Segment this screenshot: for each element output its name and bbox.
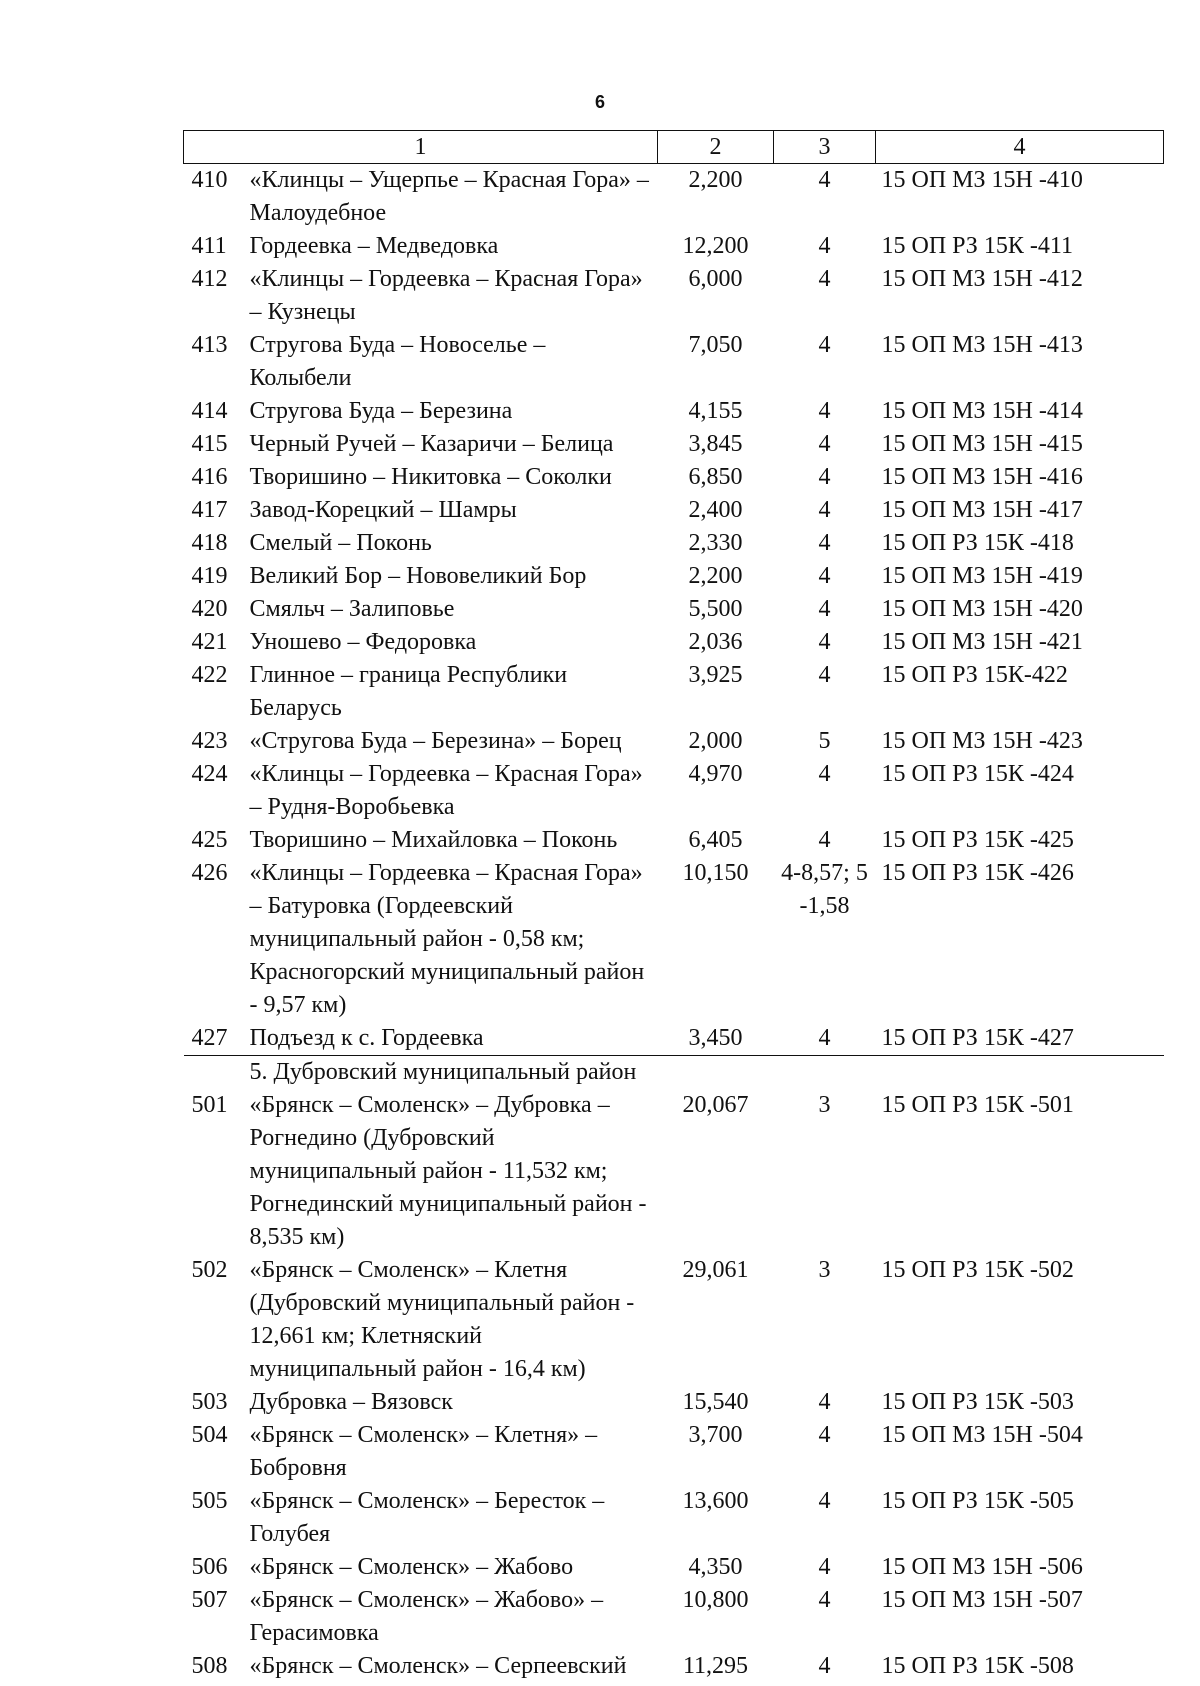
table-row xyxy=(184,725,1164,758)
row-number xyxy=(184,1056,250,1090)
road-code: 15 ОП МЗ 15Н -423 xyxy=(881,728,1083,754)
road-category: 4 xyxy=(818,629,831,655)
road-name: Великий Бор – Нововеликий Бор xyxy=(249,563,587,589)
row-number: 425 xyxy=(191,827,228,853)
road-length: 5,500 xyxy=(688,596,743,622)
road-length: 15,540 xyxy=(682,1389,749,1415)
road-code: 15 ОП РЗ 15К-422 xyxy=(881,662,1068,688)
road-category: 4 xyxy=(818,563,831,589)
road-length: 2,400 xyxy=(688,497,743,523)
road-category: 4 xyxy=(818,1488,831,1514)
row-number: 426 xyxy=(191,860,228,886)
road-name: Гордеевка – Медведовка xyxy=(249,233,499,259)
road-length xyxy=(658,1056,774,1090)
table-row xyxy=(184,1551,1164,1584)
row-number: 504 xyxy=(191,1422,228,1448)
table-row xyxy=(184,626,1164,659)
road-name: «Клинцы – Гордеевка – Красная Гора» – Батуровка (Гордеевский муниципальный район - 0,58 км; Красногорский муниципальный район - 9,57 км) xyxy=(249,860,645,1018)
road-name: Подъезд к с. Гордеевка xyxy=(250,1022,658,1056)
road-length: 2,330 xyxy=(688,530,743,556)
road-length: 3,925 xyxy=(688,662,743,688)
table-row xyxy=(184,758,1164,824)
row-number: 508 xyxy=(191,1653,228,1679)
road-name: Творишино – Михайловка – Поконь xyxy=(249,827,618,853)
road-category: 4 xyxy=(818,431,831,457)
road-code: 15 ОП РЗ 15К -501 xyxy=(881,1092,1074,1118)
road-code: 15 ОП РЗ 15К -508 xyxy=(881,1653,1074,1679)
road-code: 15 ОП МЗ 15Н -413 xyxy=(881,332,1083,358)
road-name: Смелый – Поконь xyxy=(249,530,432,556)
road-code: 15 ОП РЗ 15К -418 xyxy=(881,530,1074,556)
table-row xyxy=(184,1650,1164,1683)
road-category xyxy=(774,1056,876,1090)
road-name: Творишино – Никитовка – Соколки xyxy=(249,464,612,490)
road-category: 4 xyxy=(818,662,831,688)
road-category: 4 xyxy=(818,1587,831,1613)
road-category: 4 xyxy=(818,1389,831,1415)
road-category: 4 xyxy=(818,233,831,259)
table-body xyxy=(184,164,1164,1684)
road-category: 4 xyxy=(818,464,831,490)
road-name: Уношево – Федоровка xyxy=(249,629,477,655)
road-name: 5. Дубровский муниципальный район xyxy=(249,1059,637,1085)
table-header xyxy=(184,131,1164,164)
road-name: «Клинцы – Гордеевка – Красная Гора» – Кузнецы xyxy=(249,266,643,325)
table-row xyxy=(184,1089,1164,1254)
road-length: 10,150 xyxy=(682,860,749,886)
road-length: 2,000 xyxy=(688,728,743,754)
road-code: 15 ОП РЗ 15К -502 xyxy=(881,1257,1074,1283)
road-length: 6,405 xyxy=(688,827,743,853)
header-col-1: 1 xyxy=(184,131,658,164)
header-col-2: 2 xyxy=(658,131,774,164)
table-row xyxy=(184,527,1164,560)
table-row xyxy=(184,1584,1164,1650)
road-category: 3 xyxy=(818,1092,831,1118)
road-code: 15 ОП РЗ 15К -503 xyxy=(881,1389,1074,1415)
road-code: 15 ОП МЗ 15Н -414 xyxy=(881,398,1083,424)
row-number: 410 xyxy=(191,167,228,193)
road-category: 4 xyxy=(818,398,831,424)
road-name: Глинное – граница Республики Беларусь xyxy=(249,662,568,721)
road-category: 4 xyxy=(818,827,831,853)
row-number: 415 xyxy=(191,431,228,457)
road-category: 4 xyxy=(818,332,831,358)
road-length: 10,800 xyxy=(682,1587,749,1613)
roads-table-container xyxy=(183,130,1163,1683)
road-length: 3,450 xyxy=(658,1022,774,1056)
road-length: 6,000 xyxy=(688,266,743,292)
road-name: «Брянск – Смоленск» – Бересток – Голубея xyxy=(249,1488,605,1547)
road-length: 12,200 xyxy=(682,233,749,259)
row-number: 413 xyxy=(191,332,228,358)
table-row xyxy=(184,857,1164,1022)
road-name: Дубровка – Вязовск xyxy=(249,1389,453,1415)
road-length: 20,067 xyxy=(682,1092,749,1118)
table-row xyxy=(184,263,1164,329)
road-category: 4 xyxy=(818,167,831,193)
road-length: 3,700 xyxy=(688,1422,743,1448)
header-col-4: 4 xyxy=(876,131,1164,164)
road-code: 15 ОП РЗ 15К -427 xyxy=(876,1022,1164,1056)
road-name: «Брянск – Смоленск» – Клетня (Дубровский муниципальный район - 12,661 км; Клетняский муниципальный район - 16,4 км) xyxy=(249,1257,635,1382)
road-code: 15 ОП МЗ 15Н -506 xyxy=(881,1554,1083,1580)
header-row xyxy=(184,131,1164,164)
road-code: 15 ОП МЗ 15Н -416 xyxy=(881,464,1083,490)
road-length: 4,970 xyxy=(688,761,743,787)
row-number: 501 xyxy=(191,1092,228,1118)
row-number: 423 xyxy=(191,728,228,754)
road-length: 7,050 xyxy=(688,332,743,358)
section-heading-row xyxy=(184,1056,1164,1090)
road-code: 15 ОП МЗ 15Н -419 xyxy=(881,563,1083,589)
road-length: 29,061 xyxy=(682,1257,749,1283)
road-name: Черный Ручей – Казаричи – Белица xyxy=(249,431,614,457)
road-name: Стругова Буда – Новоселье – Колыбели xyxy=(249,332,546,391)
road-name: Смяльч – Залиповье xyxy=(249,596,455,622)
road-name: «Брянск – Смоленск» – Жабово» – Герасимовка xyxy=(249,1587,604,1646)
road-category: 4 xyxy=(818,761,831,787)
road-code: 15 ОП МЗ 15Н -417 xyxy=(881,497,1083,523)
road-category: 4 xyxy=(818,497,831,523)
table-row xyxy=(184,164,1164,231)
road-length: 11,295 xyxy=(682,1653,749,1679)
row-number: 414 xyxy=(191,398,228,424)
road-name: Стругова Буда – Березина xyxy=(249,398,513,424)
road-name: «Брянск – Смоленск» – Жабово xyxy=(249,1554,574,1580)
row-number: 412 xyxy=(191,266,228,292)
road-category: 4 xyxy=(774,1022,876,1056)
table-row xyxy=(184,659,1164,725)
road-category: 4-8,57; 5 -1,58 xyxy=(781,860,868,919)
table-row xyxy=(184,428,1164,461)
row-number: 502 xyxy=(191,1257,228,1283)
road-category: 4 xyxy=(818,596,831,622)
road-code: 15 ОП РЗ 15К -425 xyxy=(881,827,1074,853)
row-number: 505 xyxy=(191,1488,228,1514)
table-row xyxy=(184,593,1164,626)
road-code: 15 ОП МЗ 15Н -415 xyxy=(881,431,1083,457)
road-code: 15 ОП РЗ 15К -411 xyxy=(881,233,1073,259)
header-col-3: 3 xyxy=(774,131,876,164)
row-number: 421 xyxy=(191,629,228,655)
road-category: 4 xyxy=(818,530,831,556)
table-row xyxy=(184,560,1164,593)
road-length: 2,200 xyxy=(688,167,743,193)
table-row xyxy=(184,230,1164,263)
road-code: 15 ОП МЗ 15Н -421 xyxy=(881,629,1083,655)
road-code: 15 ОП МЗ 15Н -410 xyxy=(881,167,1083,193)
road-length: 2,036 xyxy=(688,629,743,655)
road-category: 4 xyxy=(818,266,831,292)
road-code: 15 ОП МЗ 15Н -412 xyxy=(881,266,1083,292)
road-name: «Клинцы – Гордеевка – Красная Гора» – Рудня-Воробьевка xyxy=(249,761,643,820)
road-code xyxy=(876,1056,1164,1090)
row-number: 420 xyxy=(191,596,228,622)
table-row xyxy=(184,1254,1164,1386)
page-number: 6 xyxy=(594,92,605,112)
road-category: 5 xyxy=(818,728,831,754)
road-length: 13,600 xyxy=(682,1488,749,1514)
table-row xyxy=(184,1022,1164,1056)
row-number: 427 xyxy=(184,1022,250,1056)
table-row xyxy=(184,824,1164,857)
road-name: «Брянск – Смоленск» – Дубровка – Рогнедино (Дубровский муниципальный район - 11,532 км; Рогнединский муниципальный район - 8,535 км) xyxy=(249,1092,647,1250)
row-number: 411 xyxy=(191,233,227,259)
row-number: 422 xyxy=(191,662,228,688)
row-number: 503 xyxy=(191,1389,228,1415)
road-name: «Стругова Буда – Березина» – Борец xyxy=(249,728,622,754)
road-code: 15 ОП РЗ 15К -426 xyxy=(881,860,1074,886)
row-number: 424 xyxy=(191,761,228,787)
row-number: 417 xyxy=(191,497,228,523)
road-name: «Клинцы – Ущерпье – Красная Гора» – Малоудебное xyxy=(249,167,649,226)
road-category: 4 xyxy=(818,1653,831,1679)
table-row xyxy=(184,395,1164,428)
road-category: 4 xyxy=(818,1554,831,1580)
road-code: 15 ОП РЗ 15К -505 xyxy=(881,1488,1074,1514)
table-row xyxy=(184,461,1164,494)
road-length: 4,155 xyxy=(688,398,743,424)
table-row xyxy=(184,1419,1164,1485)
road-code: 15 ОП МЗ 15Н -507 xyxy=(881,1587,1083,1613)
row-number: 419 xyxy=(191,563,228,589)
road-length: 2,200 xyxy=(688,563,743,589)
road-name: «Брянск – Смоленск» – Серпеевский xyxy=(249,1653,627,1679)
road-category: 3 xyxy=(818,1257,831,1283)
table-row xyxy=(184,1386,1164,1419)
table-row xyxy=(184,329,1164,395)
road-name: «Брянск – Смоленск» – Клетня» – Бобровня xyxy=(249,1422,598,1481)
row-number: 507 xyxy=(191,1587,228,1613)
road-code: 15 ОП МЗ 15Н -420 xyxy=(881,596,1083,622)
road-code: 15 ОП МЗ 15Н -504 xyxy=(881,1422,1083,1448)
road-name: Завод-Корецкий – Шамры xyxy=(249,497,517,523)
road-length: 6,850 xyxy=(688,464,743,490)
row-number: 416 xyxy=(191,464,228,490)
row-number: 418 xyxy=(191,530,228,556)
table-row xyxy=(184,494,1164,527)
road-code: 15 ОП РЗ 15К -424 xyxy=(881,761,1074,787)
row-number: 506 xyxy=(191,1554,228,1580)
roads-table xyxy=(183,130,1164,1683)
road-category: 4 xyxy=(818,1422,831,1448)
road-length: 4,350 xyxy=(688,1554,743,1580)
road-length: 3,845 xyxy=(688,431,743,457)
table-row xyxy=(184,1485,1164,1551)
